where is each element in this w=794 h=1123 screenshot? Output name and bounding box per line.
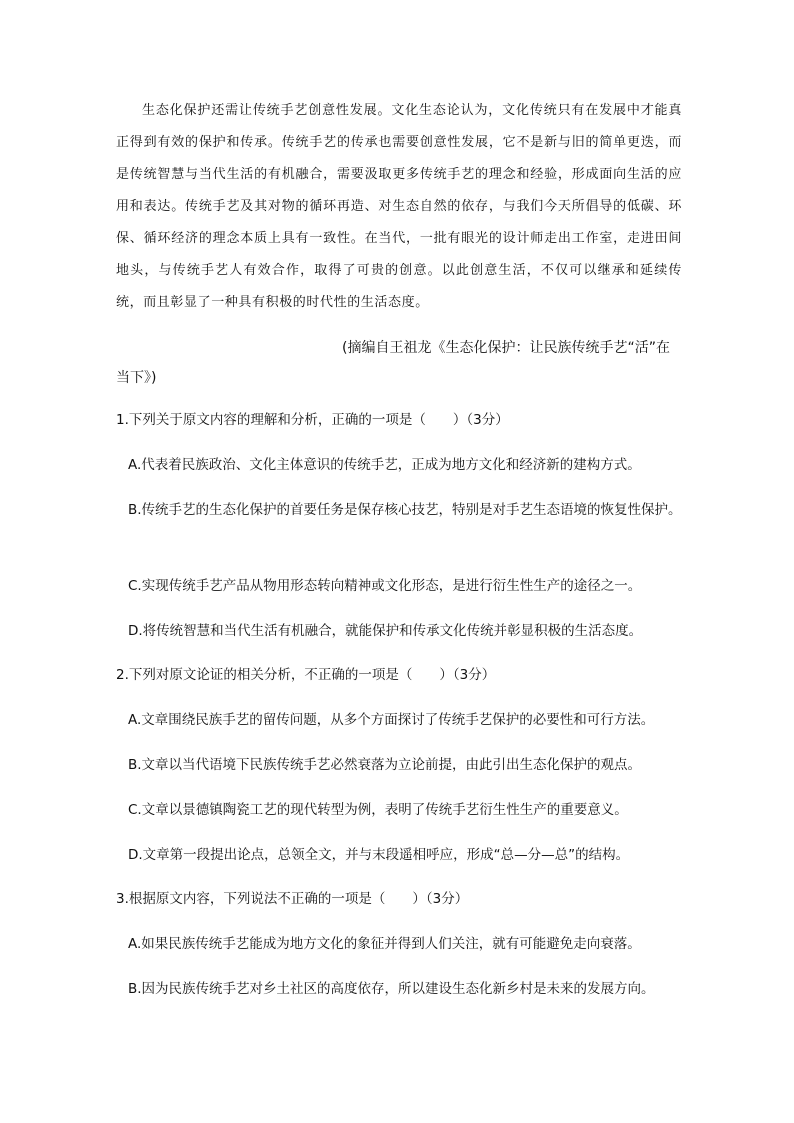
question-1-option-a: A.代表着民族政治、文化主体意识的传统手艺，正成为地方文化和经济新的建构方式。 — [128, 457, 641, 473]
question-2-option-b: B.文章以当代语境下民族传统手艺必然衰落为立论前提，由此引出生态化保护的观点。 — [128, 757, 642, 773]
question-1-option-b — [128, 496, 684, 524]
question-2-option-c: C.文章以景德镇陶瓷工艺的现代转型为例，表明了传统手艺衍生性生产的重要意义。 — [128, 802, 628, 818]
question-1-option-c: C.实现传统手艺产品从物用形态转向精神或文化形态，是进行衍生性生产的途径之一。 — [128, 578, 642, 594]
question-2-option-a: A.文章围绕民族手艺的留传问题，从多个方面探讨了传统手艺保护的必要性和可行方法。 — [128, 712, 655, 728]
passage-paragraph: 生态化保护还需让传统手艺创意性发展。文化生态论认为，文化传统只有在发展中才能真正得到有效的保护和传承。传统手艺的传承也需要创意性发展，它不是新与旧的简单更迭，而是传统智慧与当代生活的有机融合，需要汲取更多传统手艺的理念和经验，形成面向生活的应用和表达。传统手艺及其对物的循环再造、对生态自然的依存，与我们今天所倡导的低碳、环保、循环经济的理念本质上具有一致性。在当代，一批有眼光的设计师走出工作室，走进田间地头，与传统手艺人有效合作，取得了可贵的创意。以此创意生活，不仅可以继承和延续传统，而且彰显了一种具有积极的时代性的生活态度。 — [116, 103, 682, 310]
source-citation: (摘编自王祖龙《生态化保护：让民族传统手艺“活”在当下》) — [116, 340, 670, 386]
question-2-stem: 2.下列对原文论证的相关分析，不正确的一项是（ ）（3分） — [116, 667, 496, 683]
question-3-stem: 3.根据原文内容，下列说法不正确的一项是（ ）（3分） — [116, 891, 469, 907]
question-1-option-d: D.将传统智慧和当代生活有机融合，就能保护和传承文化传统并彰显积极的生活态度。 — [128, 623, 643, 639]
question-2-option-d: D.文章第一段提出论点，总领全文，并与末段遥相呼应，形成“总—分—总”的结构。 — [128, 847, 630, 863]
question-3-option-b: B.因为民族传统手艺对乡土社区的高度依存，所以建设生态化新乡村是未来的发展方向。 — [128, 981, 655, 997]
question-3-option-a: A.如果民族传统手艺能成为地方文化的象征并得到人们关注，就有可能避免走向衰落。 — [128, 936, 641, 952]
question-1-option-b-text: B.传统手艺的生态化保护的首要任务是保存核心技艺，特别是对手艺生态语境的恢复性保护。 — [128, 502, 682, 518]
question-1-stem: 1.下列关于原文内容的理解和分析，正确的一项是（ ）（3分） — [116, 412, 509, 428]
